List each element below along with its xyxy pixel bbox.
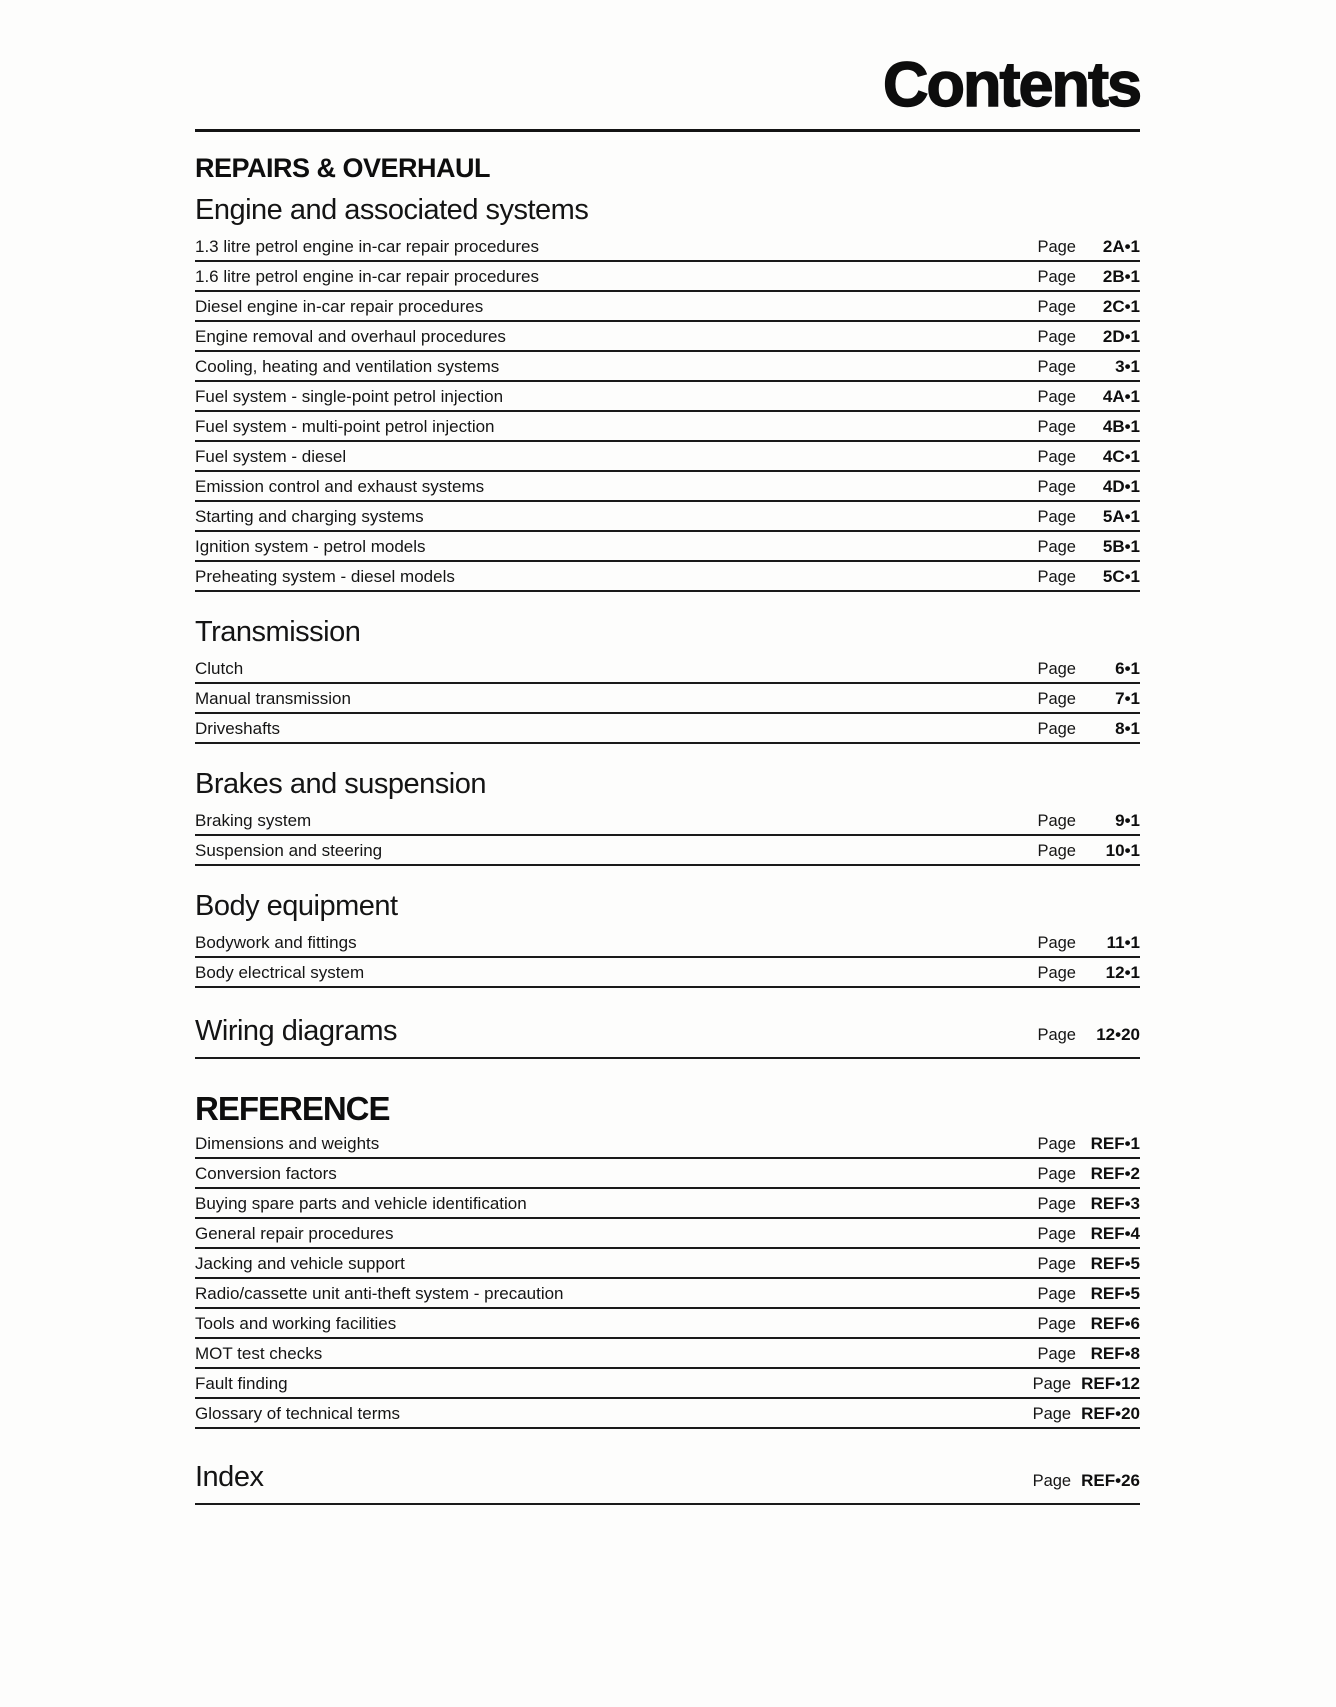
toc-item-label: Ignition system - petrol models <box>195 537 426 556</box>
page-number: 5B•1 <box>1102 537 1140 556</box>
toc-row <box>195 684 1140 714</box>
toc-item-page <box>1037 267 1140 287</box>
toc-item-label: Bodywork and fittings <box>195 933 357 952</box>
toc-item-page <box>1037 1254 1140 1274</box>
page-word: Page <box>1037 690 1076 708</box>
toc-item-label: Fault finding <box>195 1374 288 1393</box>
toc-item-page <box>1037 1314 1140 1334</box>
page-word: Page <box>1037 1315 1076 1333</box>
page-word: Page <box>1037 388 1076 406</box>
toc-item-page <box>1037 387 1140 407</box>
page-word: Page <box>1037 812 1076 830</box>
toc-row <box>195 1129 1140 1159</box>
toc-row <box>195 562 1140 592</box>
page-number: 4D•1 <box>1102 477 1140 496</box>
toc-item-label: Radio/cassette unit anti-theft system - precaution <box>195 1284 564 1303</box>
toc-item-label: Jacking and vehicle support <box>195 1254 405 1273</box>
toc-item-label: Cooling, heating and ventilation systems <box>195 357 500 376</box>
page-word: Page <box>1037 1135 1076 1153</box>
toc-item-label: Driveshafts <box>195 719 281 738</box>
toc-row <box>195 1159 1140 1189</box>
page-number: 8•1 <box>1115 719 1140 738</box>
toc-item-page <box>1037 1164 1140 1184</box>
page-number: 2A•1 <box>1102 237 1140 256</box>
toc-row <box>195 654 1140 684</box>
page-word: Page <box>1032 1472 1072 1490</box>
toc-row <box>195 532 1140 562</box>
toc-row <box>195 412 1140 442</box>
toc-item-label: Fuel system - single-point petrol injection <box>195 387 504 406</box>
toc-item-page <box>1037 1284 1140 1304</box>
toc-item-page <box>1037 567 1140 587</box>
index-heading: Index <box>195 1461 264 1493</box>
page-word: Page <box>1032 1375 1072 1393</box>
toc-row <box>195 1189 1140 1219</box>
toc-item-label: Conversion factors <box>195 1164 337 1183</box>
toc-row <box>195 472 1140 502</box>
page-number: REF•5 <box>1090 1254 1140 1273</box>
toc-item-label: General repair procedures <box>195 1224 394 1243</box>
toc-item-page <box>1037 357 1140 377</box>
page-word: Page <box>1037 720 1076 738</box>
toc-item-page <box>1037 237 1140 257</box>
toc-item-label: Buying spare parts and vehicle identification <box>195 1194 527 1213</box>
page-number: 9•1 <box>1115 811 1140 830</box>
toc-row <box>195 1279 1140 1309</box>
page-number: REF•26 <box>1081 1471 1140 1490</box>
toc-item-label: MOT test checks <box>195 1344 323 1363</box>
toc-row <box>195 382 1140 412</box>
toc-item-page <box>1037 811 1140 831</box>
page-word: Page <box>1037 964 1076 982</box>
toc-item-label: Manual transmission <box>195 689 351 708</box>
page-number: REF•6 <box>1090 1314 1140 1333</box>
page-word: Page <box>1037 1195 1076 1213</box>
group-heading-transmission: Transmission <box>195 616 361 648</box>
toc-item-label: Emission control and exhaust systems <box>195 477 485 496</box>
page-number: REF•3 <box>1090 1194 1140 1213</box>
toc-row <box>195 1219 1140 1249</box>
toc-item-page <box>1033 1471 1140 1491</box>
title-band <box>195 0 1140 120</box>
page-word: Page <box>1037 328 1076 346</box>
toc-row <box>195 1309 1140 1339</box>
toc-row <box>195 1249 1140 1279</box>
group-heading-brakes-suspension: Brakes and suspension <box>195 768 486 800</box>
page-word: Page <box>1037 448 1076 466</box>
toc-row <box>195 352 1140 382</box>
toc-item-page <box>1037 297 1140 317</box>
page-number: 4B•1 <box>1102 417 1140 436</box>
page-number: 5C•1 <box>1102 567 1140 586</box>
page-number: 7•1 <box>1115 689 1140 708</box>
page-title: Contents <box>883 50 1140 120</box>
toc-row <box>195 1339 1140 1369</box>
toc-item-label: Clutch <box>195 659 244 678</box>
toc-item-label: Dimensions and weights <box>195 1134 380 1153</box>
page-word: Page <box>1037 660 1076 678</box>
page-number: 12•1 <box>1105 963 1140 982</box>
part-heading-reference: REFERENCE <box>195 1090 390 1127</box>
page-word: Page <box>1037 238 1076 256</box>
toc-row <box>195 836 1140 866</box>
title-rule <box>195 129 1140 132</box>
toc-item-label: 1.6 litre petrol engine in-car repair procedures <box>195 267 539 286</box>
page-word: Page <box>1037 538 1076 556</box>
toc-row <box>195 714 1140 744</box>
toc-item-label: Body electrical system <box>195 963 365 982</box>
toc-item-page <box>1037 841 1140 861</box>
toc-item-label: Preheating system - diesel models <box>195 567 455 586</box>
page-number: 5A•1 <box>1102 507 1140 526</box>
page-number: 3•1 <box>1115 357 1140 376</box>
page-content <box>195 0 1140 1505</box>
toc-item-page <box>1037 507 1140 527</box>
page-number: REF•4 <box>1090 1224 1140 1243</box>
page-number: 11•1 <box>1106 933 1140 952</box>
toc-item-page <box>1037 1344 1140 1364</box>
toc-item-page <box>1037 933 1140 953</box>
toc-row <box>195 928 1140 958</box>
page-word: Page <box>1037 268 1076 286</box>
toc-item-label: Glossary of technical terms <box>195 1404 401 1423</box>
toc-item-page <box>1037 1224 1140 1244</box>
page-number: REF•2 <box>1090 1164 1140 1183</box>
toc-item-page <box>1037 477 1140 497</box>
page-number: 2D•1 <box>1102 327 1140 346</box>
toc-item-page <box>1037 327 1140 347</box>
toc-item-label: Starting and charging systems <box>195 507 424 526</box>
page-word: Page <box>1037 934 1076 952</box>
page-number: 6•1 <box>1115 659 1140 678</box>
toc-item-page <box>1037 963 1140 983</box>
toc-item-label: 1.3 litre petrol engine in-car repair procedures <box>195 237 539 256</box>
page-word: Page <box>1037 1255 1076 1273</box>
page-word: Page <box>1037 298 1076 316</box>
toc-row <box>195 442 1140 472</box>
toc-item-page <box>1037 1025 1140 1045</box>
toc-row <box>195 958 1140 988</box>
toc-row <box>195 1399 1140 1429</box>
toc-item-label: Engine removal and overhaul procedures <box>195 327 506 346</box>
page-number: REF•1 <box>1090 1134 1140 1153</box>
wiring-diagrams-heading: Wiring diagrams <box>195 1015 397 1047</box>
page-number: 10•1 <box>1105 841 1140 860</box>
group-heading-body-equipment: Body equipment <box>195 890 398 922</box>
page-word: Page <box>1037 1285 1076 1303</box>
toc-item-label: Braking system <box>195 811 312 830</box>
toc-row <box>195 262 1140 292</box>
toc-item-label: Fuel system - diesel <box>195 447 347 466</box>
toc-row <box>195 232 1140 262</box>
toc-item-page <box>1037 659 1140 679</box>
toc-row <box>195 806 1140 836</box>
toc-item-page <box>1037 1194 1140 1214</box>
toc-item-page <box>1037 447 1140 467</box>
toc-item-label: Diesel engine in-car repair procedures <box>195 297 484 316</box>
toc-item-label: Suspension and steering <box>195 841 383 860</box>
page-number: 4C•1 <box>1102 447 1140 466</box>
page-word: Page <box>1037 478 1076 496</box>
page-word: Page <box>1037 358 1076 376</box>
page-word: Page <box>1037 1225 1076 1243</box>
page-word: Page <box>1037 1345 1076 1363</box>
toc-item-page <box>1033 1374 1140 1394</box>
toc-item-label: Tools and working facilities <box>195 1314 397 1333</box>
page-word: Page <box>1037 568 1076 586</box>
page-number: REF•8 <box>1090 1344 1140 1363</box>
page-number: REF•20 <box>1081 1404 1140 1423</box>
toc-row <box>195 322 1140 352</box>
page-word: Page <box>1037 1026 1076 1044</box>
page-number: 2B•1 <box>1102 267 1140 286</box>
page-word: Page <box>1037 842 1076 860</box>
group-heading-engine: Engine and associated systems <box>195 194 589 226</box>
toc-item-page <box>1037 537 1140 557</box>
page-number: 4A•1 <box>1102 387 1140 406</box>
page-word: Page <box>1037 1165 1076 1183</box>
toc-item-page <box>1033 1404 1140 1424</box>
index-row <box>195 1461 1140 1505</box>
toc-row <box>195 1369 1140 1399</box>
page-number: REF•12 <box>1081 1374 1140 1393</box>
page-number: REF•5 <box>1090 1284 1140 1303</box>
wiring-diagrams-row <box>195 1015 1140 1059</box>
toc-item-page <box>1037 1134 1140 1154</box>
toc-item-page <box>1037 689 1140 709</box>
toc-item-page <box>1037 417 1140 437</box>
page-number: 12•20 <box>1096 1025 1140 1044</box>
page-word: Page <box>1037 418 1076 436</box>
toc-item-label: Fuel system - multi-point petrol injection <box>195 417 495 436</box>
toc-row <box>195 502 1140 532</box>
page-word: Page <box>1032 1405 1072 1423</box>
page-word: Page <box>1037 508 1076 526</box>
toc-row <box>195 292 1140 322</box>
part-heading-repairs-overhaul: REPAIRS & OVERHAUL <box>195 153 491 183</box>
toc-item-page <box>1037 719 1140 739</box>
page-number: 2C•1 <box>1102 297 1140 316</box>
